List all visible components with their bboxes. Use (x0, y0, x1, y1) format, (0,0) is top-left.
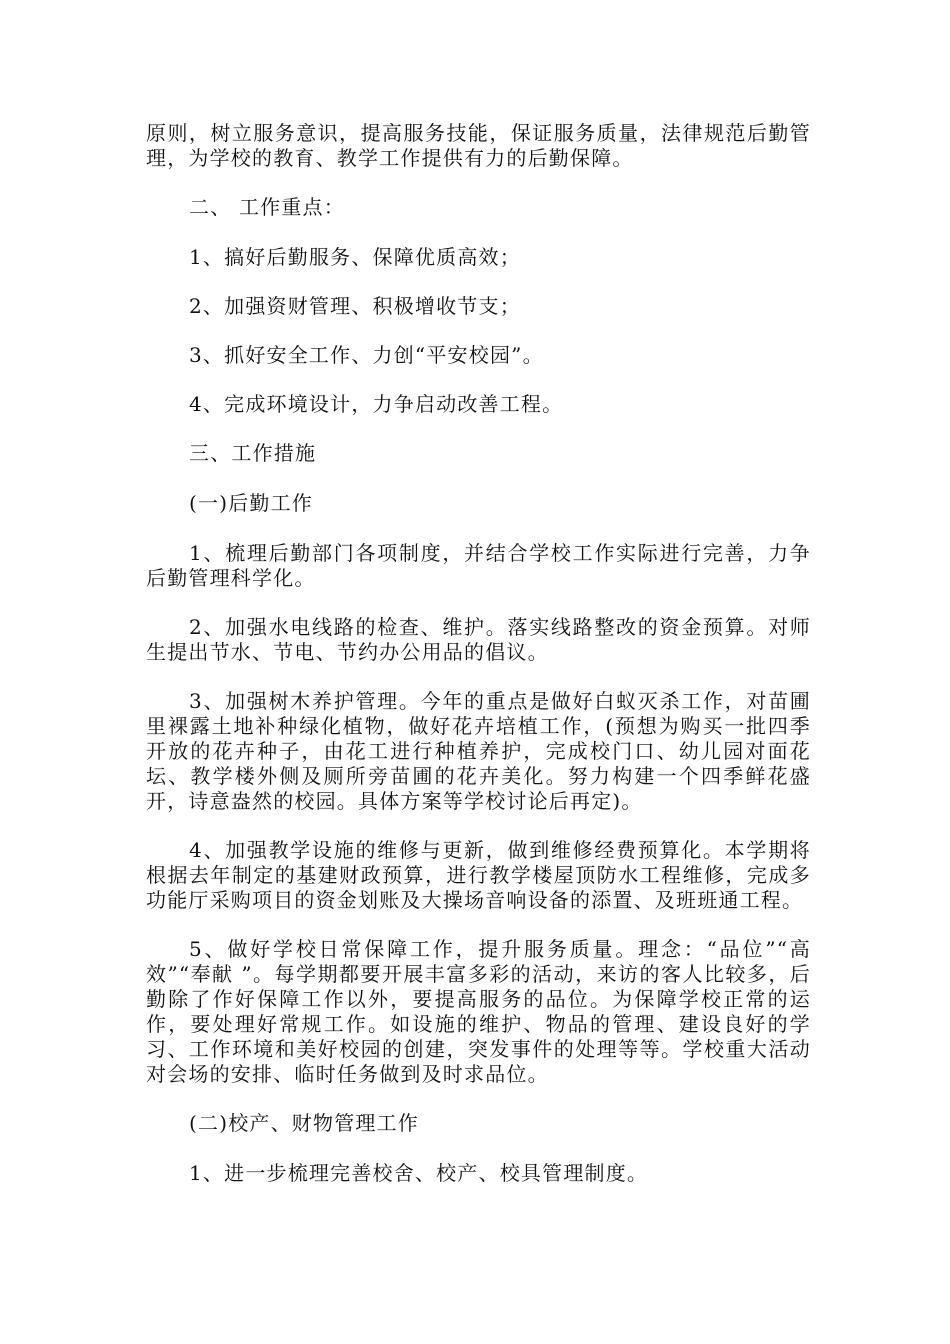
measure-item-2: 2、加强水电线路的检查、维护。落实线路整改的资金预算。对师生提出节水、节电、节约办公用品的倡议。 (146, 615, 811, 664)
paragraph-continuation: 原则，树立服务意识，提高服务技能，保证服务质量，法律规范后勤管理，为学校的教育、教学工作提供有力的后勤保障。 (146, 121, 811, 170)
focus-item-4: 4、完成环境设计，力争启动改善工程。 (189, 392, 564, 416)
focus-item-2: 2、加强资财管理、积极增收节支； (189, 294, 521, 318)
measure-item-3: 3、加强树木养护管理。今年的重点是做好白蚁灭杀工作，对苗圃里裸露土地补种绿化植物，做好花卉培植工作，(预想为购买一批四季开放的花卉种子，由花工进行种植养护，完成校门口、幼儿园对面花坛、教学楼外侧及厕所旁苗圃的花卉美化。努力构建一个四季鲜花盛开，诗意盎然的校园。具体方案等学校讨论后再定)。 (146, 689, 811, 813)
subsection-heading-property: (二)校产、财物管理工作 (189, 1111, 420, 1135)
focus-item-3: 3、抓好安全工作、力创“平安校园”。 (189, 343, 544, 367)
subsection-heading-logistics: (一)后勤工作 (189, 491, 314, 515)
document-body (146, 121, 811, 1210)
measure-item-4: 4、加强教学设施的维修与更新，做到维修经费预算化。本学期将根据去年制定的基建财政预算，进行教学楼屋顶防水工程维修，完成多功能厅采购项目的资金划账及大操场音响设备的添置、及班班通工程。 (146, 838, 811, 912)
property-item-1: 1、进一步梳理完善校舍、校产、校具管理制度。 (189, 1161, 649, 1185)
measure-item-5: 5、做好学校日常保障工作，提升服务质量。理念：“品位”“高效”“奉献 ”。每学期都要开展丰富多彩的活动，来访的客人比较多，后勤除了作好保障工作以外，要提高服务的品位。为保障学校正常的运作，要处理好常规工作。如设施的维护、物品的管理、建设良好的学习、工作环境和美好校园的创建，突发事件的处理等等。学校重大活动对会场的安排、临时任务做到及时求品位。 (146, 937, 811, 1086)
section-heading-work-measures: 三、工作措施 (189, 441, 317, 465)
focus-item-1: 1、搞好后勤服务、保障优质高效； (189, 245, 521, 269)
measure-item-1: 1、梳理后勤部门各项制度，并结合学校工作实际进行完善，力争后勤管理科学化。 (146, 541, 811, 590)
section-heading-work-focus: 二、 工作重点： (189, 195, 345, 219)
